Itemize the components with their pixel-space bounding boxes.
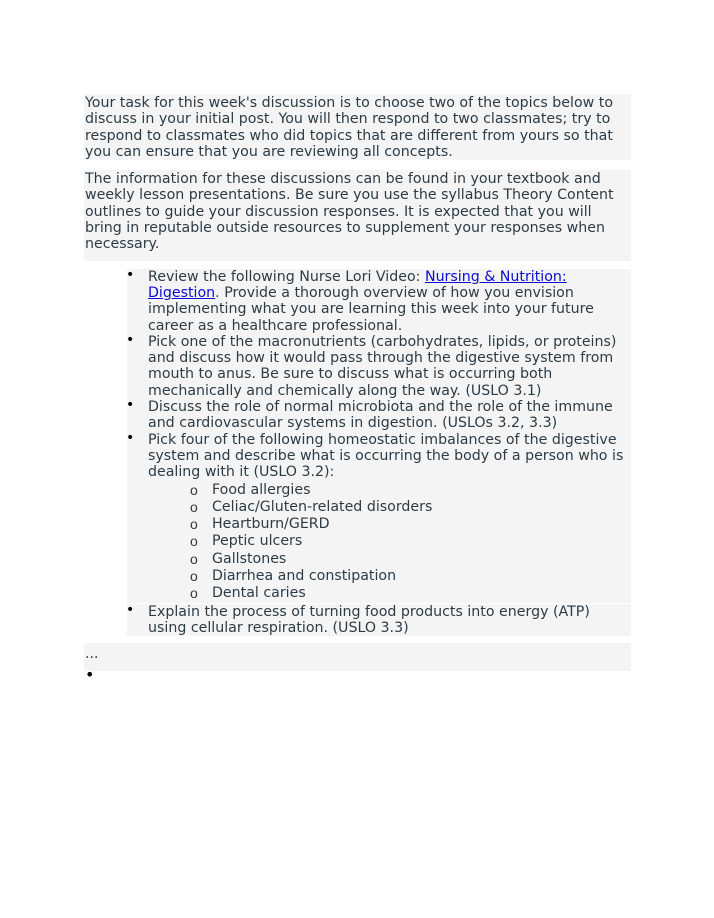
ellipsis-text: ... (85, 646, 99, 663)
resources-block (84, 170, 631, 260)
imbalance-label: Celiac/Gluten-related disorders (212, 498, 433, 515)
imbalance-label: Food allergies (212, 481, 311, 498)
resources-paragraph: The information for these discussions can be found in your textbook and weekly lesson presentations. Be sure you use the syllabus Theory Content outlines to guide your discussion responses. It is expected that you will bring in reputable outside resources to supplement your responses when necessary. (85, 171, 614, 253)
bullet-marker: • (126, 266, 135, 283)
imbalance-label: Dental caries (212, 585, 306, 602)
topic-item (127, 399, 631, 432)
topics-list (84, 266, 631, 637)
bullet-marker: • (126, 397, 135, 414)
imbalance-label: Heartburn/GERD (212, 516, 330, 533)
topic-item (126, 601, 631, 637)
imbalance-item (127, 499, 629, 516)
imbalance-item (127, 551, 629, 568)
topic-item (126, 429, 631, 482)
sub-bullet-marker: o (190, 568, 198, 585)
nurse-lori-video-link[interactable]: Nursing & Nutrition: Digestion (148, 268, 567, 301)
imbalance-item (127, 585, 629, 602)
imbalance-label: Diarrhea and constipation (212, 568, 397, 585)
topic-text: Discuss the role of normal microbiota and the role of the immune and cardiovascular systems in digestion. (USLOs 3.2, 3.3) (148, 399, 613, 432)
topic-prefix: Review the following Nurse Lori Video: (148, 268, 425, 285)
bullet-marker: • (126, 331, 135, 348)
imbalance-item (127, 516, 629, 533)
imbalance-label: Gallstones (212, 550, 287, 567)
intro-paragraph: Your task for this week's discussion is to choose two of the topics below to discuss in your initial post. You will then respond to two classmates; try to respond to classmates who did topics that are different from yours so that you can ensure that you are reviewing all concepts. (85, 95, 614, 160)
imbalances-sublist-container (127, 482, 631, 603)
ellipsis-row (84, 643, 631, 671)
topic-text: Explain the process of turning food products into energy (ATP) using cellular respiration. (USLO 3.3) (148, 603, 590, 636)
topic-item (126, 331, 631, 399)
sub-bullet-marker: o (190, 533, 198, 550)
sub-bullet-marker: o (190, 498, 198, 515)
sub-bullet-marker: o (190, 550, 198, 567)
imbalance-item (127, 482, 629, 499)
bullet-marker: • (126, 601, 135, 618)
imbalances-list (127, 482, 629, 603)
sub-bullet-marker: o (190, 481, 198, 498)
topic-text: Pick four of the following homeostatic imbalances of the digestive system and describe what is occurring the body of a person who is dealing with it (USLO 3.2): (148, 431, 624, 481)
bullet-marker: • (126, 429, 135, 446)
sub-bullet-marker: o (190, 516, 198, 533)
discussion-content (84, 94, 631, 671)
sub-bullet-marker: o (190, 585, 198, 602)
topic-item (126, 266, 631, 334)
topic-suffix: . Provide a thorough overview of how you envision implementing what you are learning this week into your future career as a healthcare professional. (148, 284, 594, 334)
imbalance-item (127, 533, 629, 550)
intro-block (84, 94, 631, 160)
topics-list-area (84, 266, 631, 637)
imbalance-item (127, 568, 629, 585)
trailing-bullet: • (85, 665, 95, 684)
imbalance-label: Peptic ulcers (212, 533, 303, 550)
topic-text: Pick one of the macronutrients (carbohydrates, lipids, or proteins) and discuss how it would pass through the digestive system from mouth to anus. Be sure to discuss what is occurring both mechanically and chemically along the way. (USLO 3.1) (148, 333, 617, 399)
